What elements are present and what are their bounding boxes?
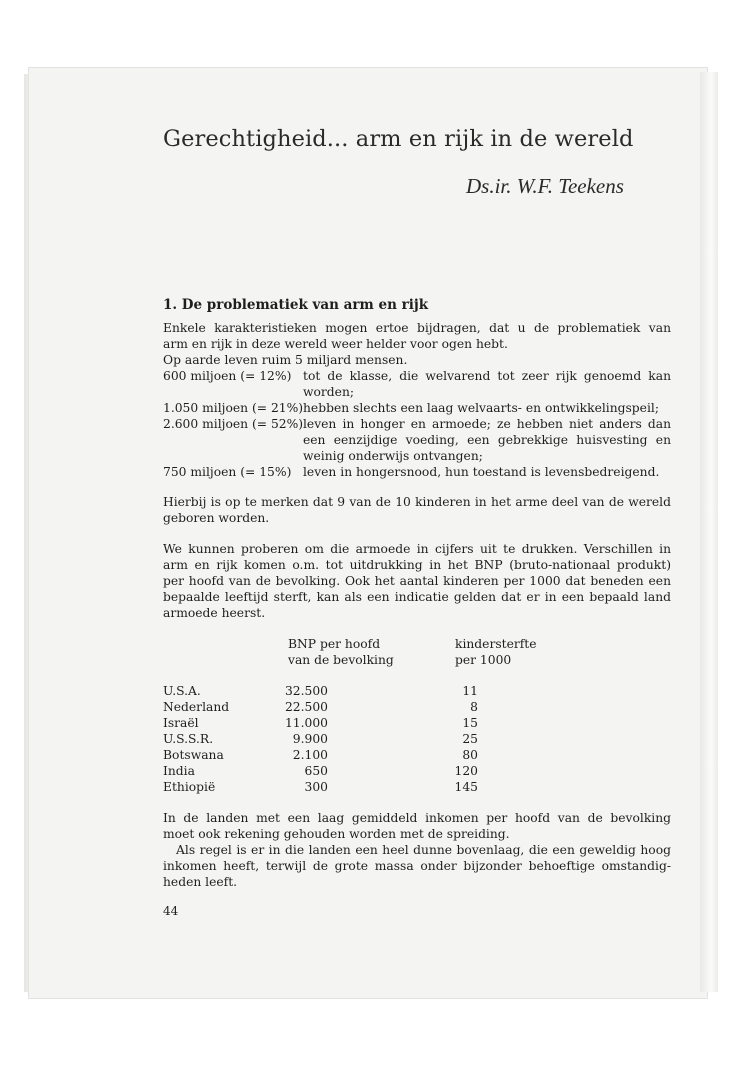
page-number: 44 — [163, 904, 179, 918]
closing-line: In de landen met een laag gemiddeld inkomen per hoofd van de bevolking — [163, 811, 671, 825]
population-desc: hebben slechts een laag welvaarts- en ontwikkelingspeil; — [303, 401, 659, 415]
table-bnp: 32.500 — [284, 684, 328, 698]
figures-line: per hoofd van de bevolking. Ook het aantal kinderen per 1000 dat beneden een — [163, 574, 671, 588]
table-header-bnp: BNP per hoofd — [288, 637, 381, 651]
table-mortality: 80 — [462, 748, 478, 762]
table-header-bnp: van de bevolking — [288, 653, 394, 667]
table-header-mortality: kindersterfte — [455, 637, 537, 651]
intro-line: Enkele karakteristieken mogen ertoe bijdragen, dat u de problematiek van — [163, 321, 671, 335]
section-heading: 1. De problematiek van arm en rijk — [163, 297, 429, 313]
figures-line: armoede heerst. — [163, 606, 266, 620]
table-bnp: 300 — [304, 780, 328, 794]
page-edge-right — [700, 72, 718, 992]
closing-line: inkomen heeft, terwijl de grote massa onder bijzonder behoeftige omstandig- — [163, 859, 671, 873]
table-country: Israël — [163, 716, 199, 730]
figures-line: arm en rijk komen o.m. tot uitdrukking in het BNP (bruto-nationaal produkt) — [163, 558, 671, 572]
intro-line: Op aarde leven ruim 5 miljard mensen. — [163, 353, 408, 367]
table-mortality: 11 — [462, 684, 478, 698]
table-bnp: 11.000 — [284, 716, 328, 730]
children-line: Hierbij is op te merken dat 9 van de 10 kinderen in het arme deel van de wereld — [163, 495, 671, 509]
table-mortality: 25 — [462, 732, 478, 746]
table-mortality: 145 — [454, 780, 478, 794]
table-country: India — [163, 764, 195, 778]
intro-line: arm en rijk in deze wereld weer helder voor ogen hebt. — [163, 337, 508, 351]
table-mortality: 15 — [462, 716, 478, 730]
table-bnp: 2.100 — [292, 748, 328, 762]
population-amount: 2.600 miljoen (= 52%) — [163, 417, 304, 431]
table-country: Nederland — [163, 700, 230, 714]
population-desc: weinig onderwijs ontvangen; — [303, 449, 483, 463]
article-title: Gerechtigheid... arm en rijk in de wereld — [163, 126, 634, 152]
figures-line: bepaalde leeftijd sterft, kan als een indicatie gelden dat er in een bepaald land — [163, 590, 671, 604]
article-author: Ds.ir. W.F. Teekens — [466, 174, 624, 198]
population-amount: 750 miljoen (= 15%) — [163, 465, 292, 479]
population-desc: tot de klasse, die welvarend tot zeer rijk genoemd kan — [303, 369, 671, 383]
table-country: Botswana — [163, 748, 224, 762]
table-bnp: 22.500 — [284, 700, 328, 714]
table-mortality: 120 — [454, 764, 478, 778]
table-bnp: 9.900 — [292, 732, 328, 746]
population-desc: worden; — [303, 385, 355, 399]
table-bnp: 650 — [304, 764, 328, 778]
population-desc: leven in honger en armoede; ze hebben niet anders dan — [303, 417, 671, 431]
table-mortality: 8 — [470, 700, 478, 714]
population-desc: een eenzijdige voeding, een gebrekkige huisvesting en — [303, 433, 671, 447]
population-desc: leven in hongersnood, hun toestand is levensbedreigend. — [303, 465, 660, 479]
closing-line: moet ook rekening gehouden worden met de spreiding. — [163, 827, 510, 841]
figures-line: We kunnen proberen om die armoede in cijfers uit te drukken. Verschillen in — [163, 542, 671, 556]
table-country: U.S.S.R. — [163, 732, 214, 746]
table-header-mortality: per 1000 — [455, 653, 512, 667]
table-country: U.S.A. — [163, 684, 201, 698]
population-amount: 1.050 miljoen (= 21%) — [163, 401, 304, 415]
closing-line: heden leeft. — [163, 875, 238, 889]
table-country: Ethiopië — [163, 780, 216, 794]
children-line: geboren worden. — [163, 511, 270, 525]
population-amount: 600 miljoen (= 12%) — [163, 369, 292, 383]
closing-line: Als regel is er in die landen een heel dunne bovenlaag, die een geweldig hoog — [176, 843, 671, 857]
